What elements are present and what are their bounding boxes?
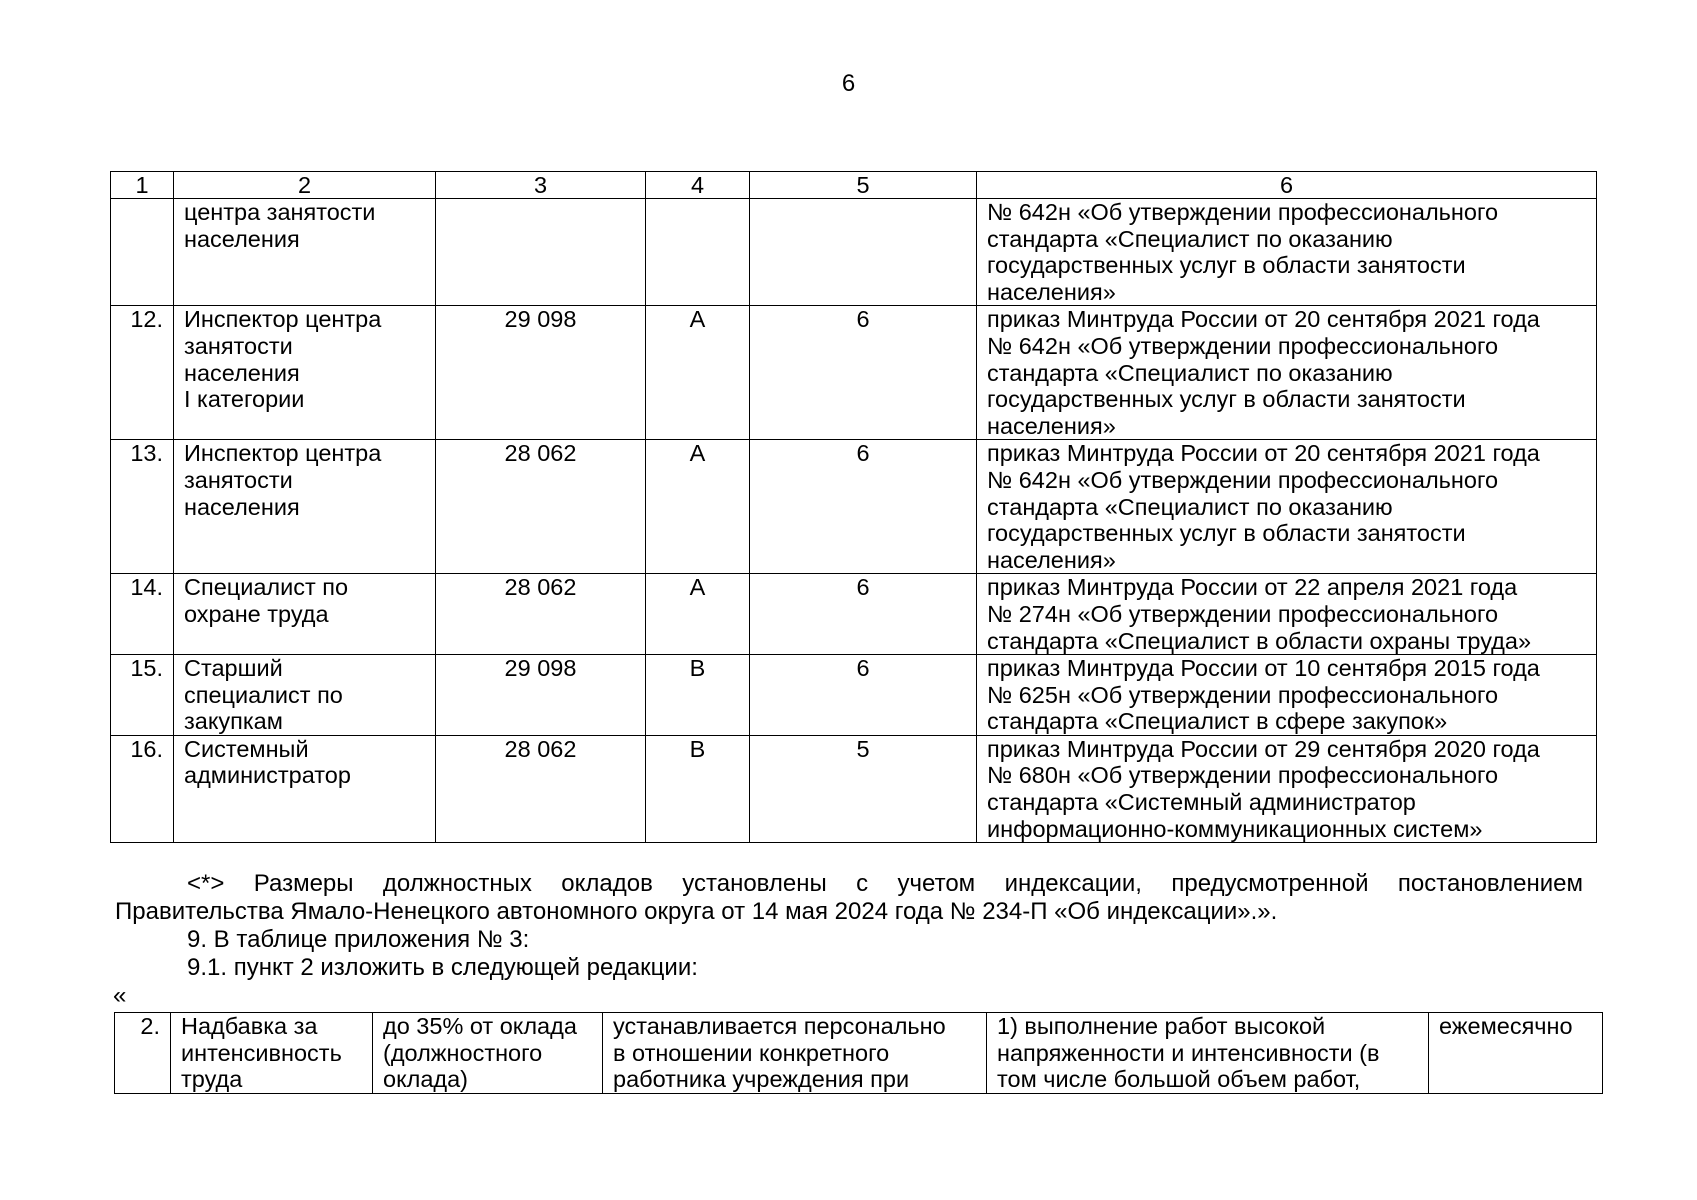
footnote-line-2: Правительства Ямало-Ненецкого автономного округа от 14 мая 2024 года № 234-П «Об индексации».». <box>115 898 1278 925</box>
salary <box>436 199 646 306</box>
qualification-level: 6 <box>750 306 977 440</box>
table-row <box>111 735 1597 842</box>
row-number: 15. <box>111 655 174 736</box>
page-number: 6 <box>841 70 856 97</box>
positions-table <box>110 171 1597 843</box>
allowance-amount: до 35% от оклада (должностного оклада) <box>373 1013 603 1094</box>
table-row <box>111 574 1597 655</box>
professional-standard: приказ Минтруда России от 29 сентября 2020 года № 680н «Об утверждении профессионального стандарта «Системный администратор информационно-коммуникационных систем» <box>977 735 1597 842</box>
header-cell: 1 <box>111 172 174 199</box>
allowance-criteria: 1) выполнение работ высокой напряженности и интенсивности (в том числе большой объем работ, <box>987 1013 1429 1094</box>
position-name: Системный администратор <box>174 735 436 842</box>
position-name: Специалист по охране труда <box>174 574 436 655</box>
qualification-group: В <box>646 655 750 736</box>
table-row <box>111 306 1597 440</box>
allowance-table <box>114 1012 1603 1094</box>
position-name: Инспектор центра занятости населения <box>174 440 436 574</box>
row-number: 13. <box>111 440 174 574</box>
paragraph-9-1: 9.1. пункт 2 изложить в следующей редакции: <box>187 954 698 981</box>
row-number: 14. <box>111 574 174 655</box>
professional-standard: № 642н «Об утверждении профессионального стандарта «Специалист по оказанию государственных услуг в области занятости населения» <box>977 199 1597 306</box>
row-number <box>111 199 174 306</box>
header-cell: 3 <box>436 172 646 199</box>
qualification-group: А <box>646 306 750 440</box>
header-cell: 5 <box>750 172 977 199</box>
position-name: центра занятости населения <box>174 199 436 306</box>
opening-quote: « <box>113 982 127 1009</box>
position-name: Старший специалист по закупкам <box>174 655 436 736</box>
salary: 29 098 <box>436 306 646 440</box>
qualification-group: А <box>646 440 750 574</box>
table-row <box>111 655 1597 736</box>
allowance-frequency: ежемесячно <box>1429 1013 1603 1094</box>
row-number: 12. <box>111 306 174 440</box>
header-cell: 4 <box>646 172 750 199</box>
salary: 29 098 <box>436 655 646 736</box>
qualification-group: В <box>646 735 750 842</box>
allowance-condition: устанавливается персонально в отношении конкретного работника учреждения при <box>603 1013 987 1094</box>
row-number: 16. <box>111 735 174 842</box>
table-row <box>115 1013 1603 1094</box>
table-row <box>111 440 1597 574</box>
salary: 28 062 <box>436 574 646 655</box>
table-row <box>111 199 1597 306</box>
professional-standard: приказ Минтруда России от 10 сентября 2015 года № 625н «Об утверждении профессионального стандарта «Специалист в сфере закупок» <box>977 655 1597 736</box>
allowance-name: Надбавка за интенсивность труда <box>171 1013 373 1094</box>
qualification-level <box>750 199 977 306</box>
professional-standard: приказ Минтруда России от 22 апреля 2021 года № 274н «Об утверждении профессионального стандарта «Специалист в области охраны труда» <box>977 574 1597 655</box>
footnote-line-1: <*> Размеры должностных окладов установлены с учетом индексации, предусмотренной постановлением <box>187 870 1583 897</box>
row-number: 2. <box>115 1013 171 1094</box>
qualification-level: 6 <box>750 655 977 736</box>
qualification-group: А <box>646 574 750 655</box>
professional-standard: приказ Минтруда России от 20 сентября 2021 года № 642н «Об утверждении профессионального стандарта «Специалист по оказанию государственных услуг в области занятости населения» <box>977 440 1597 574</box>
qualification-level: 6 <box>750 574 977 655</box>
position-name: Инспектор центра занятости населения I категории <box>174 306 436 440</box>
qualification-level: 6 <box>750 440 977 574</box>
qualification-group <box>646 199 750 306</box>
professional-standard: приказ Минтруда России от 20 сентября 2021 года № 642н «Об утверждении профессионального стандарта «Специалист по оказанию государственных услуг в области занятости населения» <box>977 306 1597 440</box>
paragraph-9: 9. В таблице приложения № 3: <box>187 926 530 953</box>
salary: 28 062 <box>436 440 646 574</box>
table-header-row <box>111 172 1597 199</box>
header-cell: 2 <box>174 172 436 199</box>
salary: 28 062 <box>436 735 646 842</box>
header-cell: 6 <box>977 172 1597 199</box>
qualification-level: 5 <box>750 735 977 842</box>
footnote <box>115 870 1583 926</box>
